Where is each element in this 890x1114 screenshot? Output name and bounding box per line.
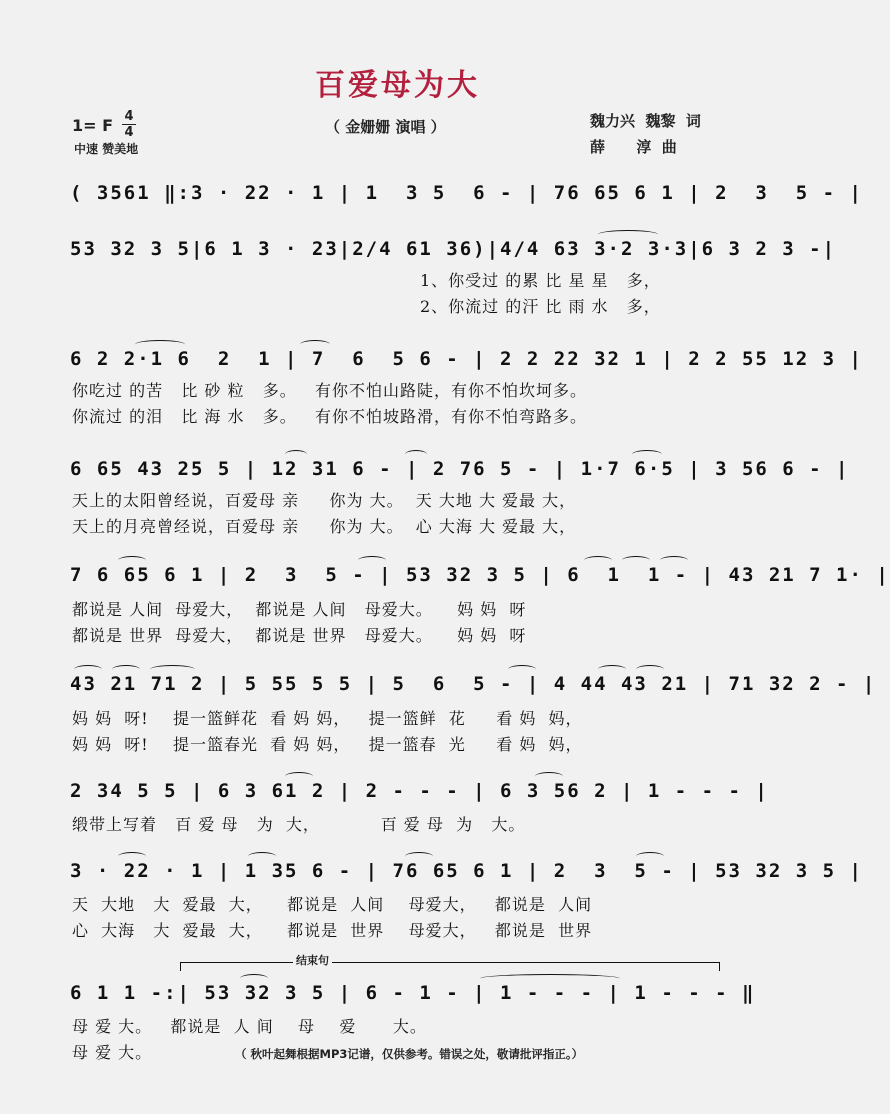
lyric-line-3-verse-2: 你流过 的泪 比 海 水 多。 有你不怕坡路滑，有你不怕弯路多。 [72, 407, 588, 426]
lyric-line-6-verse-2: 妈 妈 呀! 提一篮春光 看 妈 妈， 提一篮春 光 看 妈 妈， [72, 735, 583, 754]
tie-mark [300, 340, 330, 349]
tie-mark [112, 665, 140, 674]
tie-mark [248, 852, 276, 861]
tie-mark [584, 556, 612, 565]
lyric-line-5-verse-1: 都说是 人间 母爱大， 都说是 人间 母爱大。 妈 妈 呀 [72, 600, 527, 619]
lyric-line-6-verse-1: 妈 妈 呀! 提一篮鲜花 看 妈 妈， 提一篮鲜 花 看 妈 妈， [72, 709, 583, 728]
music-line-6: 43 21 71 2 | 5 55 5 5 | 5 6 5 - | 4 44 43 21 | 71 32 2 - | [70, 673, 877, 695]
lyric-line-2-verse-1: 1、你受过 的累 比 星 星 多， [420, 271, 661, 290]
lyric-line-7-verse-1: 缎带上写着 百 爱 母 为 大， 百 爱 母 为 大。 [72, 815, 526, 834]
credits [590, 108, 701, 160]
time-signature-bottom: 4 [124, 125, 134, 140]
music-line-1: ( 3561 ‖:3 · 22 · 1 | 1 3 5 6 - | 76 65 6 1 | 2 3 5 - | [70, 182, 863, 204]
lyric-line-9-verse-2: 母 爱 大。 [72, 1043, 153, 1062]
performer-credit: （ 金姗姗 演唱 ） [325, 118, 446, 136]
tie-mark [118, 556, 146, 565]
transcriber-footnote: （ 秋叶起舞根据MP3记谱，仅供参考。错误之处，敬请批评指正。） [235, 1047, 584, 1061]
tie-mark [74, 665, 102, 674]
tie-mark [598, 665, 626, 674]
music-line-7: 2 34 5 5 | 6 3 61 2 | 2 - - - | 6 3 56 2 | 1 - - - | [70, 780, 769, 802]
key-signature: 1= F [72, 116, 114, 135]
tie-mark [636, 665, 664, 674]
ending-label: 结束句 [293, 952, 332, 968]
tie-mark [636, 852, 664, 861]
lyric-line-5-verse-2: 都说是 世界 母爱大， 都说是 世界 母爱大。 妈 妈 呀 [72, 626, 527, 645]
tie-mark [405, 852, 433, 861]
lyric-line-4-verse-2: 天上的月亮曾经说，百爱母 亲 你为 大。 心 大海 大 爱最 大， [72, 517, 577, 536]
tie-mark [285, 772, 313, 781]
lyric-line-8-verse-2: 心 大海 大 爱最 大， 都说是 世界 母爱大， 都说是 世界 [72, 921, 593, 940]
tie-mark [535, 772, 563, 781]
lyric-line-8-verse-1: 天 大地 大 爱最 大， 都说是 人间 母爱大， 都说是 人间 [72, 895, 593, 914]
tie-mark [150, 665, 195, 674]
lyric-line-4-verse-1: 天上的太阳曾经说，百爱母 亲 你为 大。 天 大地 大 爱最 大， [72, 491, 577, 510]
tie-mark [285, 450, 307, 459]
tie-mark [240, 974, 268, 983]
lyric-line-2-verse-2: 2、你流过 的汗 比 雨 水 多， [420, 297, 661, 316]
tie-mark [508, 665, 536, 674]
song-title: 百爱母为大 [315, 68, 480, 103]
lyricist-credit: 魏力兴 魏黎 词 [590, 112, 701, 130]
tie-mark [480, 974, 620, 983]
composer-credit: 薛 淳 曲 [590, 138, 677, 156]
time-signature-top: 4 [124, 109, 134, 124]
time-signature [122, 110, 136, 139]
tempo-marking: 中速 赞美地 [74, 142, 139, 156]
tie-mark [358, 556, 386, 565]
tie-mark [622, 556, 650, 565]
music-line-3: 6 2 2·1 6 2 1 | 7 6 5 6 - | 2 2 22 32 1 | 2 2 55 12 3 | [70, 348, 863, 370]
lyric-line-9-verse-1: 母 爱 大。 都说是 人 间 母 爱 大。 [72, 1017, 427, 1036]
ending-bracket [180, 962, 720, 971]
tie-mark [135, 340, 185, 349]
music-line-2: 53 32 3 5|6 1 3 · 23|2/4 61 36)|4/4 63 3·2 3·3|6 3 2 3 -| [70, 238, 837, 260]
tie-mark [405, 450, 427, 459]
tie-mark [632, 450, 662, 459]
lyric-line-3-verse-1: 你吃过 的苦 比 砂 粒 多。 有你不怕山路陡，有你不怕坎坷多。 [72, 381, 588, 400]
music-line-4: 6 65 43 25 5 | 12 31 6 - | 2 76 5 - | 1·7 6·5 | 3 56 6 - | [70, 458, 850, 480]
tie-mark [118, 852, 146, 861]
tie-mark [598, 230, 658, 239]
music-line-8: 3 · 22 · 1 | 1 35 6 - | 76 65 6 1 | 2 3 5 - | 53 32 3 5 | [70, 860, 863, 882]
music-line-9: 6 1 1 -:| 53 32 3 5 | 6 - 1 - | 1 - - - | 1 - - - ‖ [70, 982, 756, 1004]
music-line-5: 7 6 65 6 1 | 2 3 5 - | 53 32 3 5 | 6 1 1 - | 43 21 7 1· | [70, 564, 890, 586]
tie-mark [660, 556, 688, 565]
